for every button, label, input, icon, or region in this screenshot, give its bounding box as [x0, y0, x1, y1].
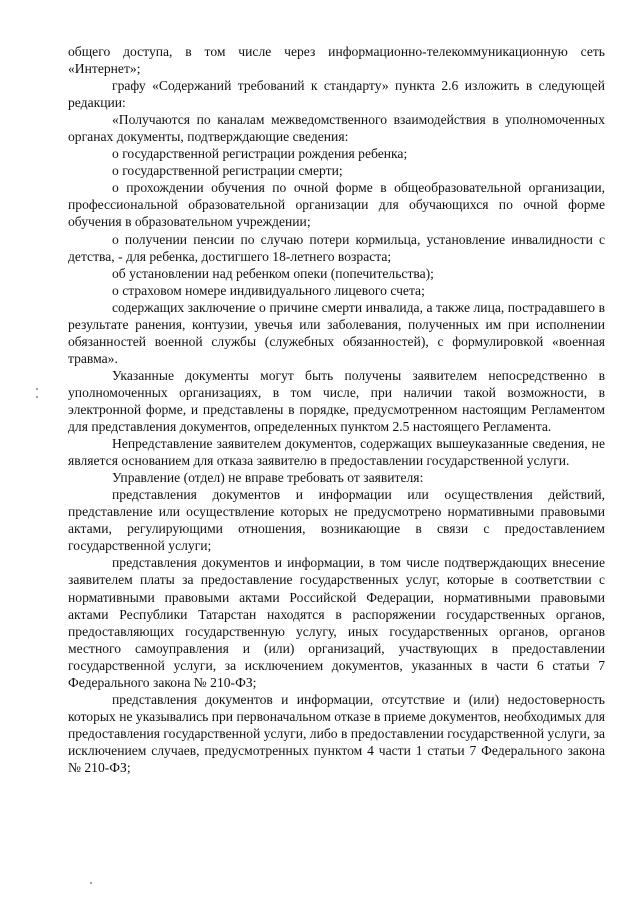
paragraph: о получении пенсии по случаю потери кормильца, установление инвалидности с детства, - для ребенка, достигшего 18-летнего возраста; [68, 231, 605, 264]
paragraph: Управление (отдел) не вправе требовать от заявителя: [112, 470, 424, 486]
scan-speck [36, 396, 38, 398]
paragraph: представления документов и информации, отсутствие и (или) недостоверность которых не указывались при первоначальном отказе в приеме документов, необходимых для предоставления государственной услуги, либо в предоставлении государственной услуги, за исключением случаев, предусмотренных пунктом 4 части 1 статьи 7 Федерального закона № 210-ФЗ; [68, 691, 605, 775]
document-page [68, 43, 605, 776]
scan-speck [90, 882, 92, 884]
paragraph: общего доступа, в том числе через информационно-телекоммуникационную сеть «Интернет»; [68, 44, 605, 77]
paragraph: представления документов и информации или осуществления действий, представление или осуществление которых не предусмотрено нормативными правовыми актами, регулирующими отношения, возникающие в связи с предоставлением государственной услуги; [68, 487, 605, 554]
paragraph: о государственной регистрации рождения ребенка; [112, 146, 408, 162]
paragraph: содержащих заключение о причине смерти инвалида, а также лица, пострадавшего в результате ранения, контузии, увечья или заболевания, полученных им при исполнении обязанностей военной службы (служебных обязанностей), с формулировкой «военная травма». [68, 299, 605, 366]
paragraph: о государственной регистрации смерти; [112, 163, 343, 179]
paragraph: графу «Содержаний требований к стандарту» пункта 2.6 изложить в следующей редакции: [68, 78, 605, 111]
paragraph: представления документов и информации, в том числе подтверждающих внесение заявителем платы за предоставление государственных услуг, которые в соответствии с нормативными правовыми актами Российской Федерации, нормативными правовыми актами Республики Татарстан находятся в распоряжении государственных органов, предоставляющих государственную услугу, иных государственных органов, органов местного самоуправления и (или) организаций, участвующих в предоставлении государственной услуги, за исключением документов, указанных в части 6 статьи 7 Федерального закона № 210-ФЗ; [68, 555, 605, 690]
paragraph: о прохождении обучения по очной форме в общеобразовательной организации, профессиональной образовательной организации для обучающихся по очной форме обучения в образовательном учреждении; [68, 180, 605, 230]
paragraph: Указанные документы могут быть получены заявителем непосредственно в уполномоченных организациях, в том числе, при наличии такой возможности, в электронной форме, и представлены в порядке, предусмотренном настоящим Регламентом для представления документов, определенных пунктом 2.5 настоящего Регламента. [68, 367, 605, 435]
paragraph: «Получаются по каналам межведомственного взаимодействия в уполномоченных органах документы, подтверждающие сведения: [68, 112, 605, 145]
paragraph: об установлении над ребенком опеки (попечительства); [112, 265, 434, 281]
paragraph: о страховом номере индивидуального лицевого счета; [112, 282, 425, 298]
paragraph: Непредставление заявителем документов, содержащих вышеуказанные сведения, не является основанием для отказа заявителю в предоставлении государственной услуги. [68, 436, 605, 469]
scan-speck [36, 388, 38, 390]
